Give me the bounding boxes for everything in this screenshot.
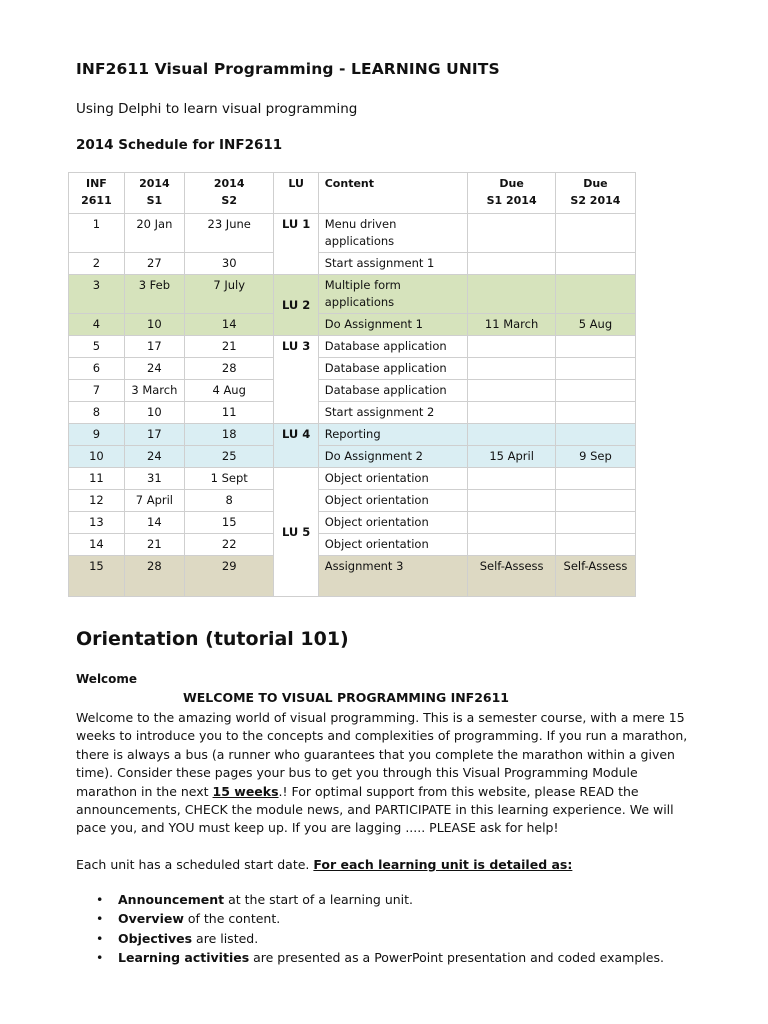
cell-content: Menu driven applications: [318, 214, 468, 253]
table-row: [69, 512, 636, 534]
list-item-text: of the content.: [183, 911, 281, 927]
table-row: [69, 358, 636, 380]
cell-due-s1: [468, 275, 555, 314]
table-row: [69, 490, 636, 512]
cell-content: Database application: [318, 358, 468, 380]
table-header-row: [69, 173, 636, 214]
units-detail-heading: For each learning unit is detailed as:: [313, 857, 573, 872]
cell-s1-date: 24: [124, 358, 184, 380]
list-item-term: Announcement: [118, 892, 225, 907]
cell-s2-date: 11: [184, 402, 274, 424]
schedule-table: [68, 172, 636, 597]
cell-lu-5: LU 5: [274, 468, 318, 597]
cell-due-s1: [468, 512, 555, 534]
bullet-icon: •: [96, 950, 104, 966]
bullet-icon: •: [96, 892, 104, 907]
cell-lu-4: LU 4: [274, 424, 318, 468]
units-intro: [76, 857, 572, 872]
cell-content: Object orientation: [318, 534, 468, 556]
cell-due-s2: [555, 336, 635, 358]
table-row: [69, 275, 636, 314]
cell-content: Assignment 3: [318, 556, 468, 597]
cell-content: Reporting: [318, 424, 468, 446]
welcome-heading: WELCOME TO VISUAL PROGRAMMING INF2611: [182, 690, 510, 705]
cell-s2-date: 1 Sept: [184, 468, 274, 490]
cell-s1-date: 10: [124, 314, 184, 336]
list-item-term: Overview: [118, 911, 184, 927]
cell-due-s1: Self-Assess: [468, 556, 555, 597]
cell-s1-date: 20 Jan: [124, 214, 184, 253]
cell-content: Object orientation: [318, 490, 468, 512]
cell-content: Multiple form applications: [318, 275, 468, 314]
table-row: [69, 468, 636, 490]
cell-due-s1: [468, 424, 555, 446]
cell-s2-date: 7 July: [184, 275, 274, 314]
table-row: [69, 556, 636, 597]
cell-s2-date: 4 Aug: [184, 380, 274, 402]
cell-due-s1: [468, 402, 555, 424]
cell-week: 14: [69, 534, 125, 556]
fifteen-weeks-emphasis: 15 weeks: [212, 783, 279, 799]
cell-s2-date: 28: [184, 358, 274, 380]
cell-due-s2: 9 Sep: [555, 446, 635, 468]
cell-s2-date: 21: [184, 336, 274, 358]
cell-week: 8: [69, 402, 125, 424]
cell-s1-date: 3 March: [124, 380, 184, 402]
table-row: [69, 253, 636, 275]
units-intro-text: Each unit has a scheduled start date.: [76, 857, 314, 872]
cell-due-s2: 5 Aug: [555, 314, 635, 336]
cell-due-s2: [555, 534, 635, 556]
cell-content: Start assignment 2: [318, 402, 468, 424]
cell-content: Database application: [318, 336, 468, 358]
table-row: [69, 402, 636, 424]
cell-due-s2: [555, 380, 635, 402]
cell-week: 10: [69, 446, 125, 468]
cell-s1-date: 21: [124, 534, 184, 556]
cell-week: 12: [69, 490, 125, 512]
cell-s2-date: 15: [184, 512, 274, 534]
cell-due-s1: [468, 534, 555, 556]
cell-due-s1: 15 April: [468, 446, 555, 468]
cell-week: 1: [69, 214, 125, 253]
header-due-s2: Due S2 2014: [555, 173, 635, 214]
table-row: [69, 424, 636, 446]
cell-due-s1: 11 March: [468, 314, 555, 336]
cell-content: Object orientation: [318, 512, 468, 534]
cell-week: 3: [69, 275, 125, 314]
list-item-term: Objectives: [118, 930, 193, 946]
cell-due-s2: [555, 424, 635, 446]
cell-week: 4: [69, 314, 125, 336]
cell-due-s1: [468, 214, 555, 253]
cell-s1-date: 14: [124, 512, 184, 534]
list-item-term: Learning activities: [118, 950, 250, 966]
table-row: [69, 534, 636, 556]
welcome-paragraph: [76, 709, 700, 838]
list-item-text: at the start of a learning unit.: [224, 892, 414, 907]
cell-content: Object orientation: [318, 468, 468, 490]
cell-content: Do Assignment 1: [318, 314, 468, 336]
cell-s1-date: 17: [124, 424, 184, 446]
cell-due-s1: [468, 380, 555, 402]
cell-due-s2: [555, 214, 635, 253]
cell-due-s2: [555, 253, 635, 275]
cell-s1-date: 24: [124, 446, 184, 468]
list-item-text: are listed.: [192, 930, 259, 946]
cell-due-s1: [468, 490, 555, 512]
cell-due-s1: [468, 336, 555, 358]
cell-s2-date: 29: [184, 556, 274, 597]
cell-content: Database application: [318, 380, 468, 402]
cell-due-s2: [555, 490, 635, 512]
cell-s1-date: 31: [124, 468, 184, 490]
header-content: Content: [318, 173, 468, 214]
cell-due-s2: [555, 358, 635, 380]
cell-week: 9: [69, 424, 125, 446]
cell-due-s2: Self-Assess: [555, 556, 635, 597]
table-row: [69, 314, 636, 336]
bullet-icon: •: [96, 930, 104, 946]
table-row: [69, 214, 636, 253]
cell-week: 5: [69, 336, 125, 358]
cell-due-s2: [555, 402, 635, 424]
schedule-title: 2014 Schedule for INF2611: [76, 137, 283, 153]
cell-due-s1: [468, 358, 555, 380]
header-due-s1: Due S1 2014: [468, 173, 555, 214]
table-row: [69, 336, 636, 358]
cell-lu-2: LU 2: [274, 275, 318, 336]
cell-week: 6: [69, 358, 125, 380]
cell-lu-1: LU 1: [274, 214, 318, 275]
cell-s2-date: 22: [184, 534, 274, 556]
header-inf: INF 2611: [69, 173, 125, 214]
list-item: [76, 890, 664, 909]
cell-week: 2: [69, 253, 125, 275]
page-subtitle: Using Delphi to learn visual programming: [76, 101, 358, 117]
cell-content: Do Assignment 2: [318, 446, 468, 468]
bullet-icon: •: [96, 911, 104, 927]
cell-s2-date: 25: [184, 446, 274, 468]
cell-due-s2: [555, 275, 635, 314]
header-s1: 2014 S1: [124, 173, 184, 214]
cell-s1-date: 17: [124, 336, 184, 358]
welcome-text-part2: .! For optimal support from this website, please READ the announcements, CHECK the module news, and PARTICIPATE in this learning experience. We will pace you, and YOU must keep up. If you are lagging ..... PLEASE ask for help!: [76, 783, 674, 836]
cell-s1-date: 10: [124, 402, 184, 424]
cell-s2-date: 8: [184, 490, 274, 512]
cell-s2-date: 30: [184, 253, 274, 275]
cell-s2-date: 18: [184, 424, 274, 446]
table-row: [69, 446, 636, 468]
header-s2: 2014 S2: [184, 173, 274, 214]
cell-week: 13: [69, 512, 125, 534]
cell-due-s2: [555, 512, 635, 534]
header-lu: LU: [274, 173, 318, 214]
cell-s1-date: 27: [124, 253, 184, 275]
list-item: [76, 929, 664, 948]
cell-week: 11: [69, 468, 125, 490]
cell-lu-3: LU 3: [274, 336, 318, 424]
list-item-text: are presented as a PowerPoint presentation and coded examples.: [249, 950, 664, 966]
cell-due-s2: [555, 468, 635, 490]
welcome-label: Welcome: [76, 672, 138, 686]
cell-s1-date: 3 Feb: [124, 275, 184, 314]
cell-s1-date: 28: [124, 556, 184, 597]
welcome-text-part1: Welcome to the amazing world of visual programming. This is a semester course, with a mere 15 weeks to introduce you to the concepts and complexities of programming. If you run a marathon, there is always a bus (a runner who guarantees that you complete the marathon within a given time). Consider these pages your bus to get you through this Visual Programming Module marathon in the next: [76, 710, 688, 799]
cell-week: 7: [69, 380, 125, 402]
list-item: [76, 948, 664, 967]
cell-week: 15: [69, 556, 125, 597]
cell-due-s1: [468, 253, 555, 275]
list-item: [76, 909, 664, 928]
table-row: [69, 380, 636, 402]
cell-s2-date: 14: [184, 314, 274, 336]
unit-details-list: [76, 890, 664, 968]
page-title: INF2611 Visual Programming - LEARNING UNITS: [76, 60, 500, 78]
cell-s2-date: 23 June: [184, 214, 274, 253]
cell-due-s1: [468, 468, 555, 490]
cell-content: Start assignment 1: [318, 253, 468, 275]
cell-s1-date: 7 April: [124, 490, 184, 512]
orientation-heading: Orientation (tutorial 101): [76, 628, 349, 650]
